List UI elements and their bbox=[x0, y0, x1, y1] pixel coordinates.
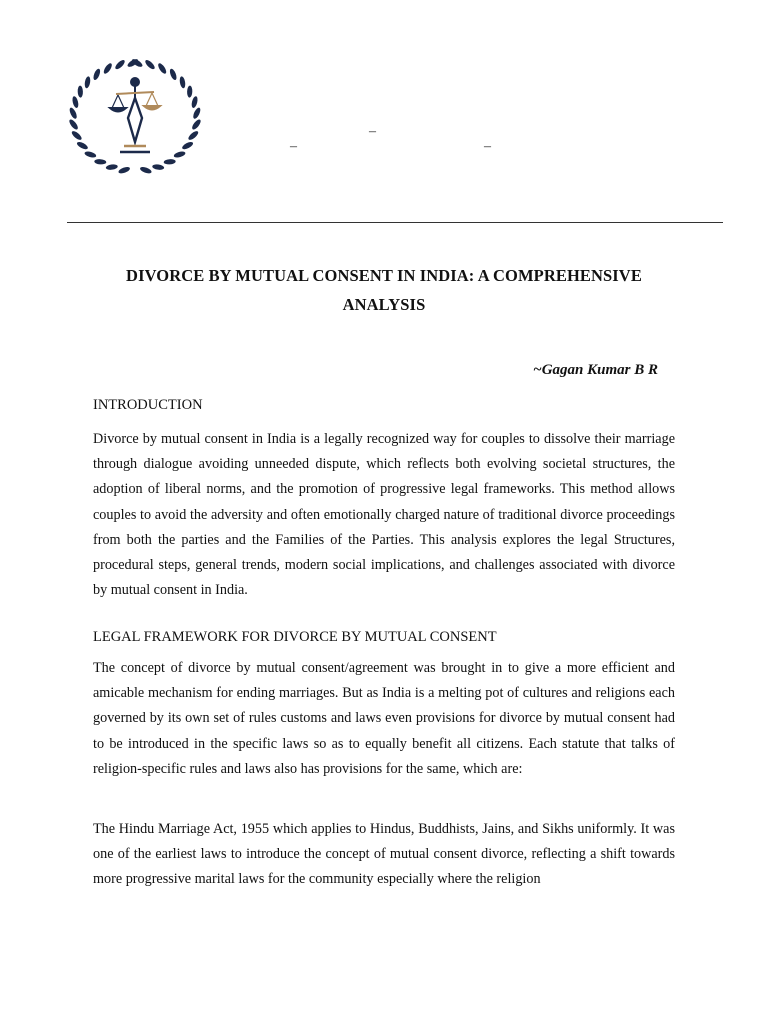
laurel-leaf-icon bbox=[70, 130, 83, 142]
laurel-leaf-icon bbox=[94, 159, 106, 165]
laurel-leaf-icon bbox=[105, 164, 118, 171]
laurel-leaf-icon bbox=[187, 130, 200, 142]
laurel-leaf-icon bbox=[173, 150, 186, 158]
laurel-leaf-icon bbox=[164, 159, 176, 165]
laurel-leaf-icon bbox=[191, 118, 202, 131]
header-dash-3: – bbox=[484, 139, 491, 154]
header-divider bbox=[67, 222, 723, 223]
laurel-leaf-icon bbox=[92, 68, 101, 81]
laurel-leaf-icon bbox=[191, 96, 199, 109]
laurel-leaf-icon bbox=[187, 86, 193, 98]
laurel-leaf-icon bbox=[71, 96, 79, 109]
laurel-leaf-icon bbox=[179, 76, 186, 89]
laurel-leaf-icon bbox=[114, 59, 126, 71]
laurel-leaf-icon bbox=[192, 107, 202, 120]
laurel-leaf-icon bbox=[77, 86, 83, 98]
laurel-leaf-icon bbox=[144, 59, 156, 71]
laurel-leaf-icon bbox=[169, 68, 178, 81]
laurel-leaf-icon bbox=[139, 166, 152, 175]
article-title: DIVORCE BY MUTUAL CONSENT IN INDIA: A COMPREHENSIVE ANALYSIS bbox=[126, 266, 642, 314]
laurel-leaf-icon bbox=[102, 62, 113, 75]
article-author: ~Gagan Kumar B R bbox=[533, 362, 658, 378]
laurel-leaf-icon bbox=[181, 140, 194, 150]
paragraph-introduction: Divorce by mutual consent in India is a legally recognized way for couples to dissolve their marriage through dialogue avoiding unneeded dispute, which reflects both evolving societal structures, the adoption of liberal norms, and the promotion of progressive legal frameworks. This method allows couples to avoid the adversity and often emotionally charged nature of traditional divorce proceedings from both the parties and the Families of the Parties. This analysis explores the legal Structures, procedural steps, general trends, modern social implications, and challenges associated with divorce by mutual consent in India. bbox=[93, 431, 675, 599]
header-dash-1: – bbox=[369, 124, 376, 139]
paragraph-legal-framework-2: The Hindu Marriage Act, 1955 which applies to Hindus, Buddhists, Jains, and Sikhs uniformly. It was one of the earliest laws to introduce the concept of mutual consent divorce, reflecting a shift towards more progressive marital laws for the community especially where the religion bbox=[93, 821, 675, 888]
laurel-leaf-icon bbox=[157, 62, 168, 75]
scales-of-justice-wreath-logo bbox=[64, 58, 206, 176]
laurel-leaf-icon bbox=[152, 164, 165, 171]
laurel-leaf-icon bbox=[68, 118, 79, 131]
section-heading-legal-framework: LEGAL FRAMEWORK FOR DIVORCE BY MUTUAL CONSENT bbox=[93, 629, 497, 645]
paragraph-legal-framework-1: The concept of divorce by mutual consent/agreement was brought in to give a more efficient and amicable mechanism for ending marriages. But as India is a melting pot of cultures and religions each governed by its own set of rules customs and laws even provisions for divorce by mutual consent had to be introduced in the specific laws so as to equally benefit all citizens. Each statute that talks of religion-specific rules and laws also has provisions for the same, which are: bbox=[93, 660, 675, 777]
laurel-leaf-icon bbox=[118, 166, 131, 175]
laurel-leaf-icon bbox=[84, 76, 91, 89]
scales-icon bbox=[110, 78, 160, 152]
laurel-leaf-icon bbox=[84, 150, 97, 158]
section-heading-introduction: INTRODUCTION bbox=[93, 397, 203, 413]
laurel-leaf-icon bbox=[68, 107, 78, 120]
header-dash-2: – bbox=[290, 139, 297, 154]
laurel-leaf-icon bbox=[76, 140, 89, 150]
